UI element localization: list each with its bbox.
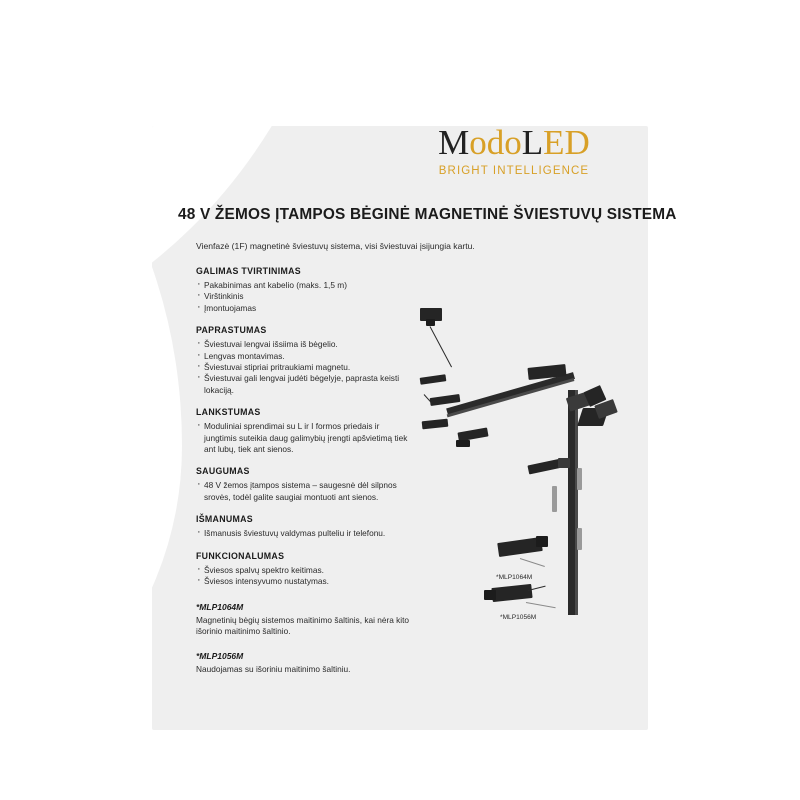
section-title: FUNKCIONALUMAS: [196, 550, 285, 561]
list-item: · Įmontuojamas: [196, 303, 411, 314]
spot-luminaire: [420, 374, 447, 385]
logo-ed: ED: [543, 123, 590, 162]
power-connector-mlp1056m: [491, 584, 532, 602]
section-title: PAPRASTUMAS: [196, 325, 267, 336]
section-flexibility: [196, 407, 411, 455]
logo-tagline: BRIGHT INTELLIGENCE: [438, 165, 590, 177]
section-items: [196, 280, 411, 314]
list-item: · Šviesos spalvų spektro keitimas.: [196, 565, 411, 576]
spot-luminaire: [422, 419, 449, 430]
power-supply-connector: [536, 536, 548, 547]
magnetic-track-diagonal-edge: [447, 378, 575, 417]
note-mlp1056m: [196, 651, 411, 675]
suspension-cable: [430, 326, 452, 367]
pendant-luminaire: [577, 528, 582, 550]
section-title: GALIMAS TVIRTINIMAS: [196, 266, 301, 276]
track-joiner: [456, 440, 470, 447]
pendant-luminaire: [552, 486, 557, 512]
section-smart: [196, 514, 411, 539]
page-subtitle: Vienfazė (1F) magnetinė šviestuvų sistema, visi šviestuvai įsijungia kartu.: [196, 241, 475, 251]
caption-mlp1064m: *MLP1064M: [496, 574, 533, 581]
logo-odo: odo: [469, 123, 522, 162]
section-safety: [196, 466, 411, 503]
leader-line: [520, 558, 545, 567]
note-mlp1064m: [196, 602, 411, 638]
note-code: *MLP1064M: [196, 601, 244, 612]
page-title: 48 V ŽEMOS ĮTAMPOS BĖGINĖ MAGNETINĖ ŠVIESTUVŲ SISTEMA: [178, 206, 677, 223]
feature-list: [196, 266, 411, 676]
list-item: · Išmanusis šviestuvų valdymas pulteliu ir telefonu.: [196, 528, 411, 539]
list-item: · 48 V žemos įtampos sistema – saugesnė dėl silpnos srovės, todėl galite saugiai montuoti ant sienos.: [196, 480, 411, 503]
logo-l: L: [521, 123, 544, 162]
caption-mlp1056m: *MLP1056M: [500, 614, 537, 621]
section-simplicity: [196, 325, 411, 396]
magnetic-track-rail: [568, 390, 575, 615]
section-items: [196, 339, 411, 396]
section-items: [196, 480, 411, 503]
list-item: · Šviestuvai gali lengvai judėti bėgelyje, paprasta keisti lokaciją.: [196, 373, 411, 396]
logo-m: M: [438, 123, 470, 162]
section-items: [196, 565, 411, 588]
suspension-bracket-foot: [426, 319, 435, 326]
list-item: · Šviestuvai stipriai pritraukiami magnetu.: [196, 362, 411, 373]
note-code: *MLP1056M: [196, 651, 244, 662]
section-title: SAUGUMAS: [196, 466, 250, 477]
product-illustration: [400, 290, 650, 630]
leader-line: [526, 602, 556, 608]
section-items: [196, 528, 411, 539]
spot-luminaire: [430, 394, 461, 406]
section-mounting: [196, 266, 411, 314]
list-item: · Šviestuvai lengvai išsiima iš bėgelio.: [196, 339, 411, 350]
list-item: · Moduliniai sprendimai su L ir I formos priedais ir jungtimis suteikia daug galimybių įrengti apšvietimą tiek ant lubų, tiek ant sienos.: [196, 421, 411, 455]
section-title: LANKSTUMAS: [196, 407, 261, 418]
power-connector-end: [484, 590, 496, 600]
brand-logo: [414, 124, 614, 177]
list-item: · Lengvas montavimas.: [196, 351, 411, 362]
note-text: Magnetinių bėgių sistemos maitinimo šaltinis, kai nėra kito išorinio maitinimo šaltinio.: [196, 614, 410, 636]
logo-wordmark: [414, 124, 614, 162]
section-title: IŠMANUMAS: [196, 514, 253, 525]
pendant-luminaire: [577, 468, 582, 490]
luminaire-adapter: [558, 458, 570, 468]
list-item: · Pakabinimas ant kabelio (maks. 1,5 m): [196, 280, 411, 291]
note-text: Naudojamas su išoriniu maitinimo šaltiniu.: [196, 664, 351, 675]
section-items: [196, 421, 411, 455]
list-item: · Šviesos intensyvumo nustatymas.: [196, 576, 411, 587]
list-item: · Virštinkinis: [196, 291, 411, 302]
section-functionality: [196, 551, 411, 588]
